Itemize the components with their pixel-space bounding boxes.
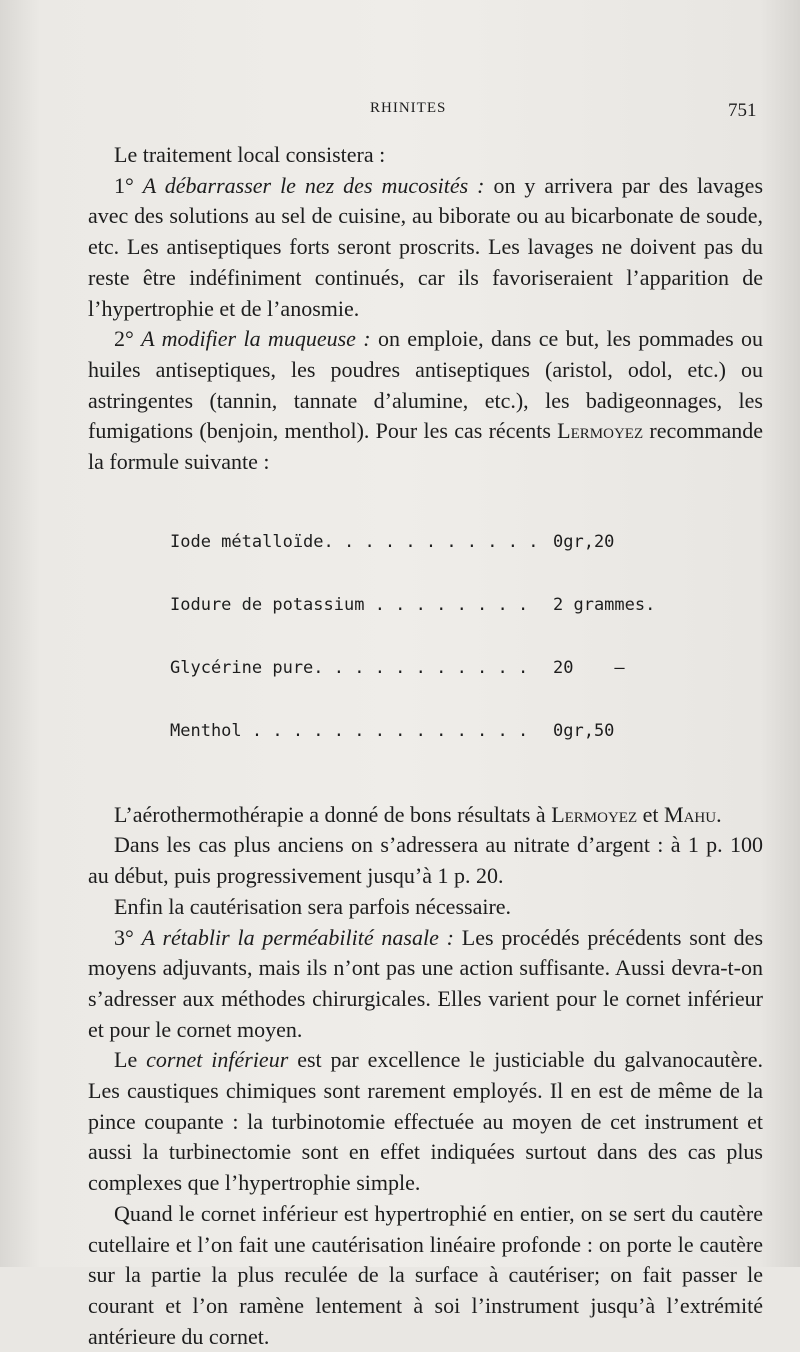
paragraph-text: on emploie, dans ce but, les pommades ou huiles antiseptiques, les poudres antiseptiques (aristol, odol, etc.) ou astringentes (tannin, tannate d’alumine, etc.), les badigeonnages, les fumigations (benjoin, menthol). Pour les cas récents (88, 326, 763, 444)
paragraph-inferior-turbinate (88, 1045, 763, 1199)
paragraph-text: Le (114, 1047, 147, 1073)
item-heading: A modifier la muqueuse : (141, 326, 371, 352)
paragraph-text: Enfin la cautérisation sera parfois nécessaire. (114, 893, 512, 919)
author-name: Lermoyez (551, 801, 638, 827)
item-number: 3° (114, 924, 134, 950)
paragraph-item-2 (88, 324, 763, 478)
author-name: Mahu (664, 801, 717, 827)
formula-row (170, 721, 763, 742)
item-number: 1° (114, 172, 134, 198)
page-number: 751 (728, 100, 757, 121)
paragraph-intro (88, 140, 763, 171)
paragraph-text: L’aérothermothérapie a donné de bons résultats à (114, 801, 552, 827)
paragraph-text: est par excellence le justiciable du galvanocautère. Les caustiques chimiques sont rarement employés. Il en est de même de la pince coupante : la turbinotomie effectuée au moyen de cet instrument et aussi la turbinectomie sont en effet indiquées surtout dans des cas plus complexes que l’hypertrophie simple. (88, 1047, 764, 1196)
item-heading: A débarrasser le nez des mucosités : (142, 172, 485, 198)
running-title: RHINITES (370, 100, 447, 116)
paragraph-item-3 (88, 923, 763, 1046)
paragraph-text: Les procédés précédents sont des moyens adjuvants, mais ils n’ont pas une action suffisante. Aussi devra-t-on s’adresser aux méthodes chirurgicales. Elles varient pour le cornet inférieur et pour le cornet moyen. (88, 924, 764, 1042)
formula-ingredient: Iode métalloïde. . . . . . . . . . . (170, 531, 539, 552)
formula-quantity: 0gr,20 (553, 531, 615, 552)
item-number: 2° (114, 326, 134, 352)
paragraph-silver-nitrate (88, 830, 763, 891)
paragraph-aerotherapy (88, 800, 763, 831)
formula-quantity: 0gr,50 (553, 720, 615, 741)
author-name: Lermoyez (557, 418, 644, 444)
paragraph-text: recommande la formule suivante : (88, 418, 763, 475)
paragraph-text: Le traitement local consistera : (114, 142, 386, 167)
paragraph-text: Quand le cornet inférieur est hypertrophié en entier, on se sert du cautère cutellaire et l’on fait une cautérisation linéaire profonde : on porte le cautère sur la partie la plus reculée de la surface à cautériser; on fait passer le courant et l’on ramène lentement à soi l’instrument jusqu’à l’extrémité antérieure du cornet. (88, 1200, 763, 1349)
paragraph-cauterization (88, 892, 763, 923)
paragraph-hypertrophy (88, 1199, 763, 1352)
formula-ingredient: Iodure de potassium . . . . . . . . (170, 594, 529, 615)
formula-row (170, 595, 763, 616)
item-heading: A rétablir la perméabilité nasale : (141, 924, 454, 950)
formula-ingredient: Glycérine pure. . . . . . . . . . . (170, 657, 529, 678)
body-text (88, 140, 763, 1352)
paragraph-text: on y arrivera par des lavages avec des solutions au sel de cuisine, au biborate ou au bicarbonate de soude, etc. Les antiseptiques forts seront proscrits. Les lavages ne doivent pas du reste être indéfiniment continués, car ils favoriseraient l’apparition de l’hypertrophie et de l’anosmie. (88, 172, 764, 321)
formula-quantity: 20 — (553, 657, 625, 678)
emphasized-term: cornet inférieur (146, 1047, 289, 1073)
page-header (0, 100, 800, 124)
prescription-formula (170, 490, 763, 784)
paragraph-item-1 (88, 171, 763, 325)
formula-ingredient: Menthol . . . . . . . . . . . . . . (170, 720, 529, 741)
paragraph-text: . (716, 801, 722, 827)
formula-row (170, 532, 763, 553)
paragraph-text: et (637, 801, 665, 827)
paragraph-text: Dans les cas plus anciens on s’adressera au nitrate d’argent : à 1 p. 100 au début, puis progressivement jusqu’à 1 p. 20. (88, 832, 763, 889)
formula-quantity: 2 grammes. (553, 594, 656, 615)
formula-row (170, 658, 763, 679)
